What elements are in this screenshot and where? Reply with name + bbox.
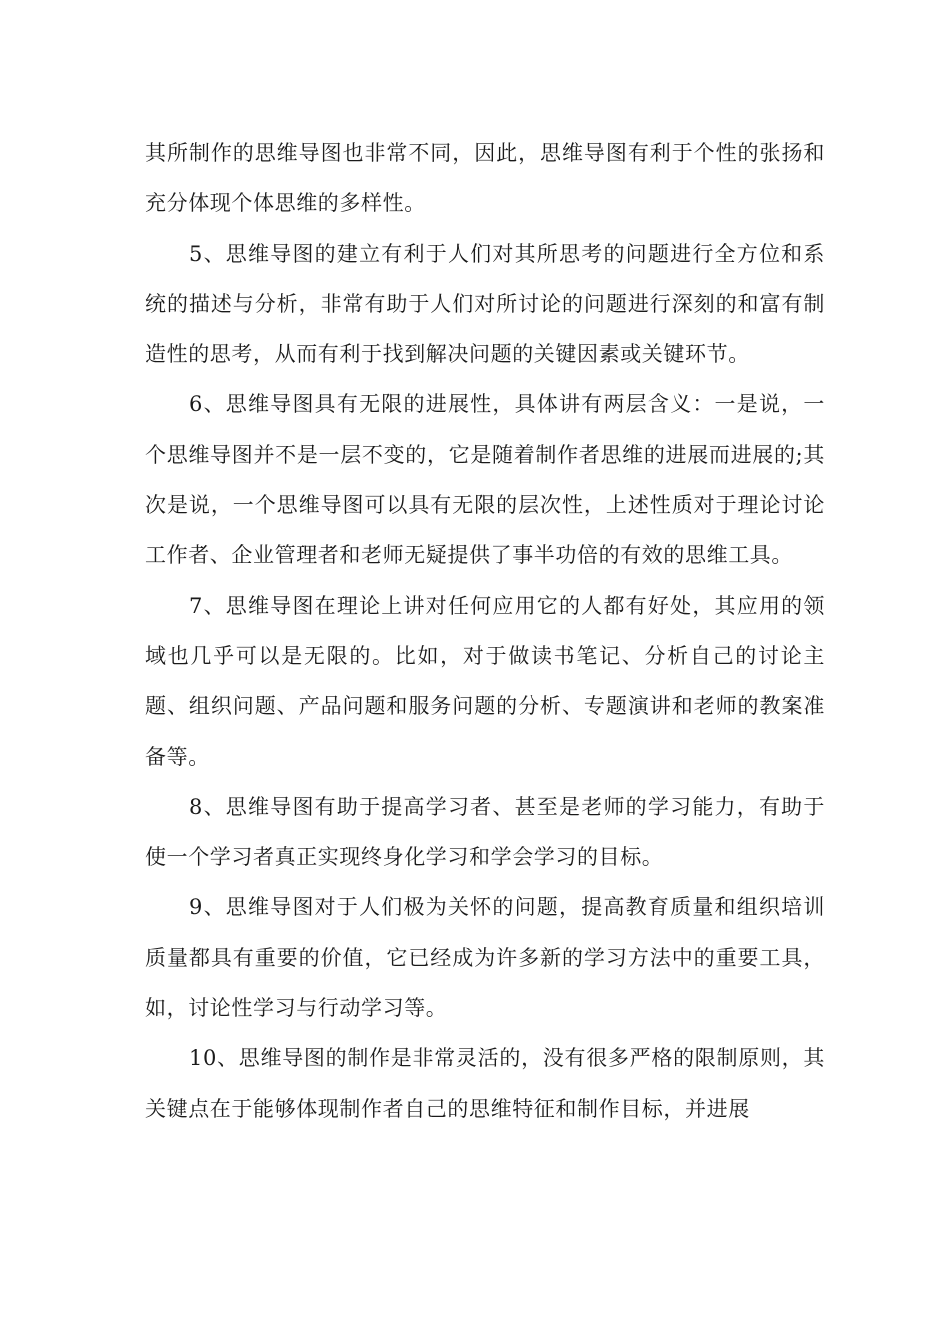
paragraph-item-6: 6、思维导图具有无限的进展性，具体讲有两层含义：一是说，一个思维导图并不是一层不变的，它是随着制作者思维的进展而进展的;其次是说，一个思维导图可以具有无限的层次性，上述性质对于理论讨论工作者、企业管理者和老师无疑提供了事半功倍的有效的思维工具。	[145, 392, 825, 568]
document-body	[145, 128, 825, 1134]
paragraph-item-7: 7、思维导图在理论上讲对任何应用它的人都有好处，其应用的领域也几乎可以是无限的。比如，对于做读书笔记、分析自己的讨论主题、组织问题、产品问题和服务问题的分析、专题演讲和老师的教案准备等。	[145, 593, 825, 769]
paragraph-item-5: 5、思维导图的建立有利于人们对其所思考的问题进行全方位和系统的描述与分析，非常有助于人们对所讨论的问题进行深刻的和富有制造性的思考，从而有利于找到解决问题的关键因素或关键环节。	[145, 241, 825, 367]
paragraph-continuation: 其所制作的思维导图也非常不同，因此，思维导图有利于个性的张扬和充分体现个体思维的多样性。	[145, 141, 825, 216]
paragraph-item-9: 9、思维导图对于人们极为关怀的问题，提高教育质量和组织培训质量都具有重要的价值，它已经成为许多新的学习方法中的重要工具，如，讨论性学习与行动学习等。	[145, 895, 825, 1021]
paragraph-item-10: 10、思维导图的制作是非常灵活的，没有很多严格的限制原则，其关键点在于能够体现制作者自己的思维特征和制作目标，并进展	[145, 1046, 825, 1121]
paragraph-item-8: 8、思维导图有助于提高学习者、甚至是老师的学习能力，有助于使一个学习者真正实现终身化学习和学会学习的目标。	[145, 794, 825, 870]
